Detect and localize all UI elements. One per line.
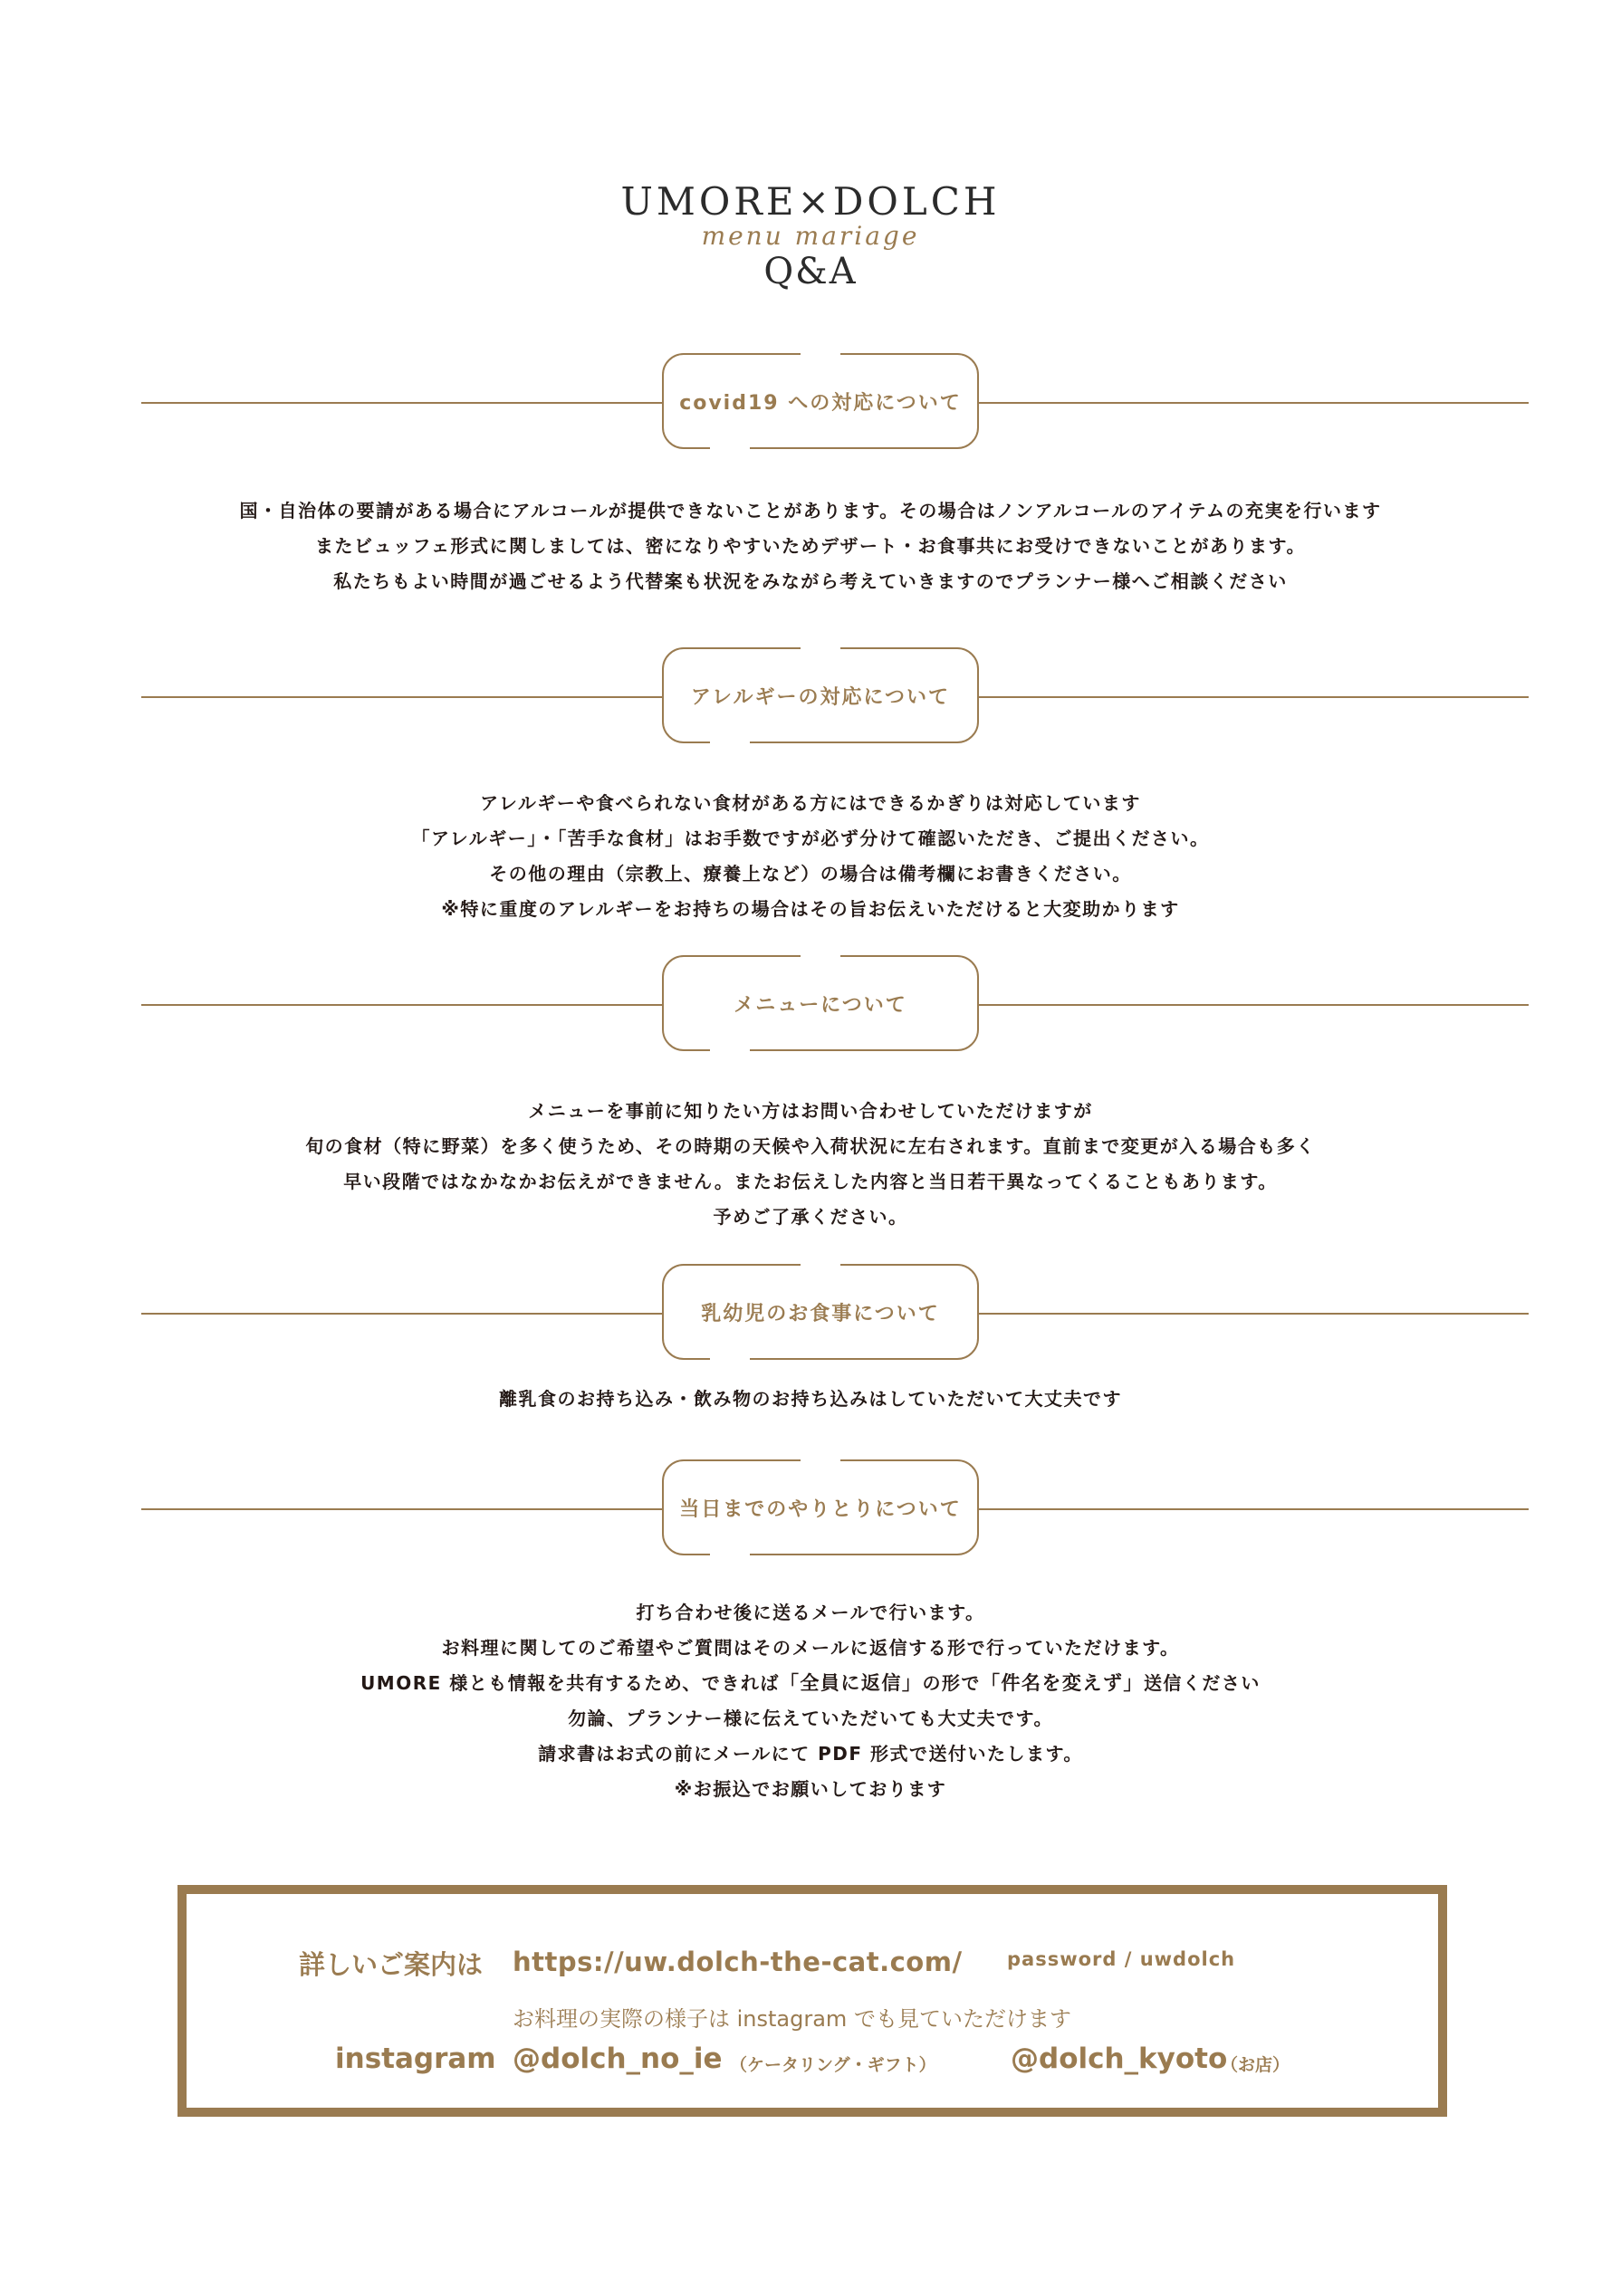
instagram-account-catering[interactable]: @dolch_no_ie	[513, 2042, 723, 2075]
section-header-infant	[141, 1264, 1529, 1363]
section-body-allergy	[0, 786, 1621, 927]
body-line: 早い段階ではなかなかお伝えができません。またお伝えした内容と当日若干異なってくることもあります。	[343, 1171, 1278, 1192]
brand-subtitle: menu mariage	[701, 221, 920, 251]
body-line: お料理に関してのご希望やご質問はそのメールに返信する形で行っていただけます。	[441, 1637, 1180, 1659]
body-line: 予めご了承ください。	[713, 1206, 908, 1228]
body-line-reply	[0, 1666, 1621, 1701]
section-header-allergy	[141, 647, 1529, 747]
body-line: メニューを事前に知りたい方はお問い合わせしていただけますが	[528, 1100, 1093, 1122]
section-body-menu	[0, 1094, 1621, 1235]
instagram-account-shop-note: （お店）	[1221, 2055, 1290, 2075]
body-line: 打ち合わせ後に送るメールで行います。	[636, 1602, 985, 1623]
body-line: ※特に重度のアレルギーをお持ちの場合はその旨お伝えいただけると大変助かります	[441, 898, 1180, 920]
instagram-account-catering-note: （ケータリング・ギフト）	[730, 2055, 936, 2075]
brand-title: UMORE×DOLCH	[620, 179, 1001, 224]
reply-all-emphasis: 「全員に返信」	[779, 1672, 923, 1694]
body-line: 旬の食材（特に野菜）を多く使うため、その時期の天候や入荷状況に左右されます。直前まで変更が入る場合も多く	[305, 1135, 1316, 1157]
section-title-communication: 当日までのやりとりについて	[662, 1459, 979, 1555]
section-title-infant: 乳幼児のお食事について	[662, 1264, 979, 1360]
reply-text-a: UMORE 様とも情報を共有するため、できれば	[360, 1672, 780, 1694]
section-body-communication	[0, 1595, 1621, 1807]
section-body-infant	[0, 1382, 1621, 1417]
instagram-note: お料理の実際の様子は instagram でも見ていただけます	[513, 2006, 1071, 2032]
body-line: 勿論、プランナー様に伝えていただいても大丈夫です。	[568, 1708, 1053, 1729]
section-body-covid	[0, 493, 1621, 599]
body-line: 「アレルギー」・「苦手な食材」はお手数ですが必ず分けて確認いただき、ご提出ください。	[411, 828, 1210, 849]
instagram-label: instagram	[335, 2042, 496, 2075]
keep-subject-emphasis: 「件名を変えず」	[980, 1672, 1144, 1694]
body-line: その他の理由（宗教上、療養上など）の場合は備考欄にお書きください。	[489, 863, 1132, 885]
section-title-covid: covid19 への対応について	[662, 353, 979, 449]
section-title-allergy: アレルギーの対応について	[662, 647, 979, 743]
section-header-covid	[141, 353, 1529, 453]
section-header-communication	[141, 1459, 1529, 1559]
page-title: Q&A	[763, 251, 858, 292]
guide-label: 詳しいご案内は	[299, 1949, 484, 1980]
instagram-account-shop[interactable]: @dolch_kyoto	[1011, 2042, 1228, 2075]
website-link[interactable]: https://uw.dolch-the-cat.com/	[513, 1947, 963, 1977]
section-header-menu	[141, 955, 1529, 1055]
reply-text-c: の形で	[922, 1672, 981, 1694]
body-line: またビュッフェ形式に関しましては、密になりやすいためデザート・お食事共にお受けできないことがあります。	[315, 535, 1306, 557]
section-title-menu: メニューについて	[662, 955, 979, 1051]
info-box	[177, 1885, 1447, 2117]
page-header	[0, 181, 1621, 293]
body-line: 国・自治体の要請がある場合にアルコールが提供できないことがあります。その場合はノンアルコールのアイテムの充実を行います	[239, 500, 1382, 521]
password-text: password / uwdolch	[1007, 1948, 1236, 1970]
body-line: 離乳食のお持ち込み・飲み物のお持ち込みはしていただいて大丈夫です	[499, 1388, 1122, 1410]
body-line: ※お振込でお願いしております	[674, 1778, 947, 1800]
body-line: 請求書はお式の前にメールにて PDF 形式で送付いたします。	[538, 1743, 1083, 1765]
body-line: 私たちもよい時間が過ごせるよう代替案も状況をみながら考えていきますのでプランナー様へご相談ください	[333, 570, 1288, 592]
body-line: アレルギーや食べられない食材がある方にはできるかぎりは対応しています	[480, 792, 1141, 814]
reply-text-e: 送信ください	[1143, 1672, 1261, 1694]
